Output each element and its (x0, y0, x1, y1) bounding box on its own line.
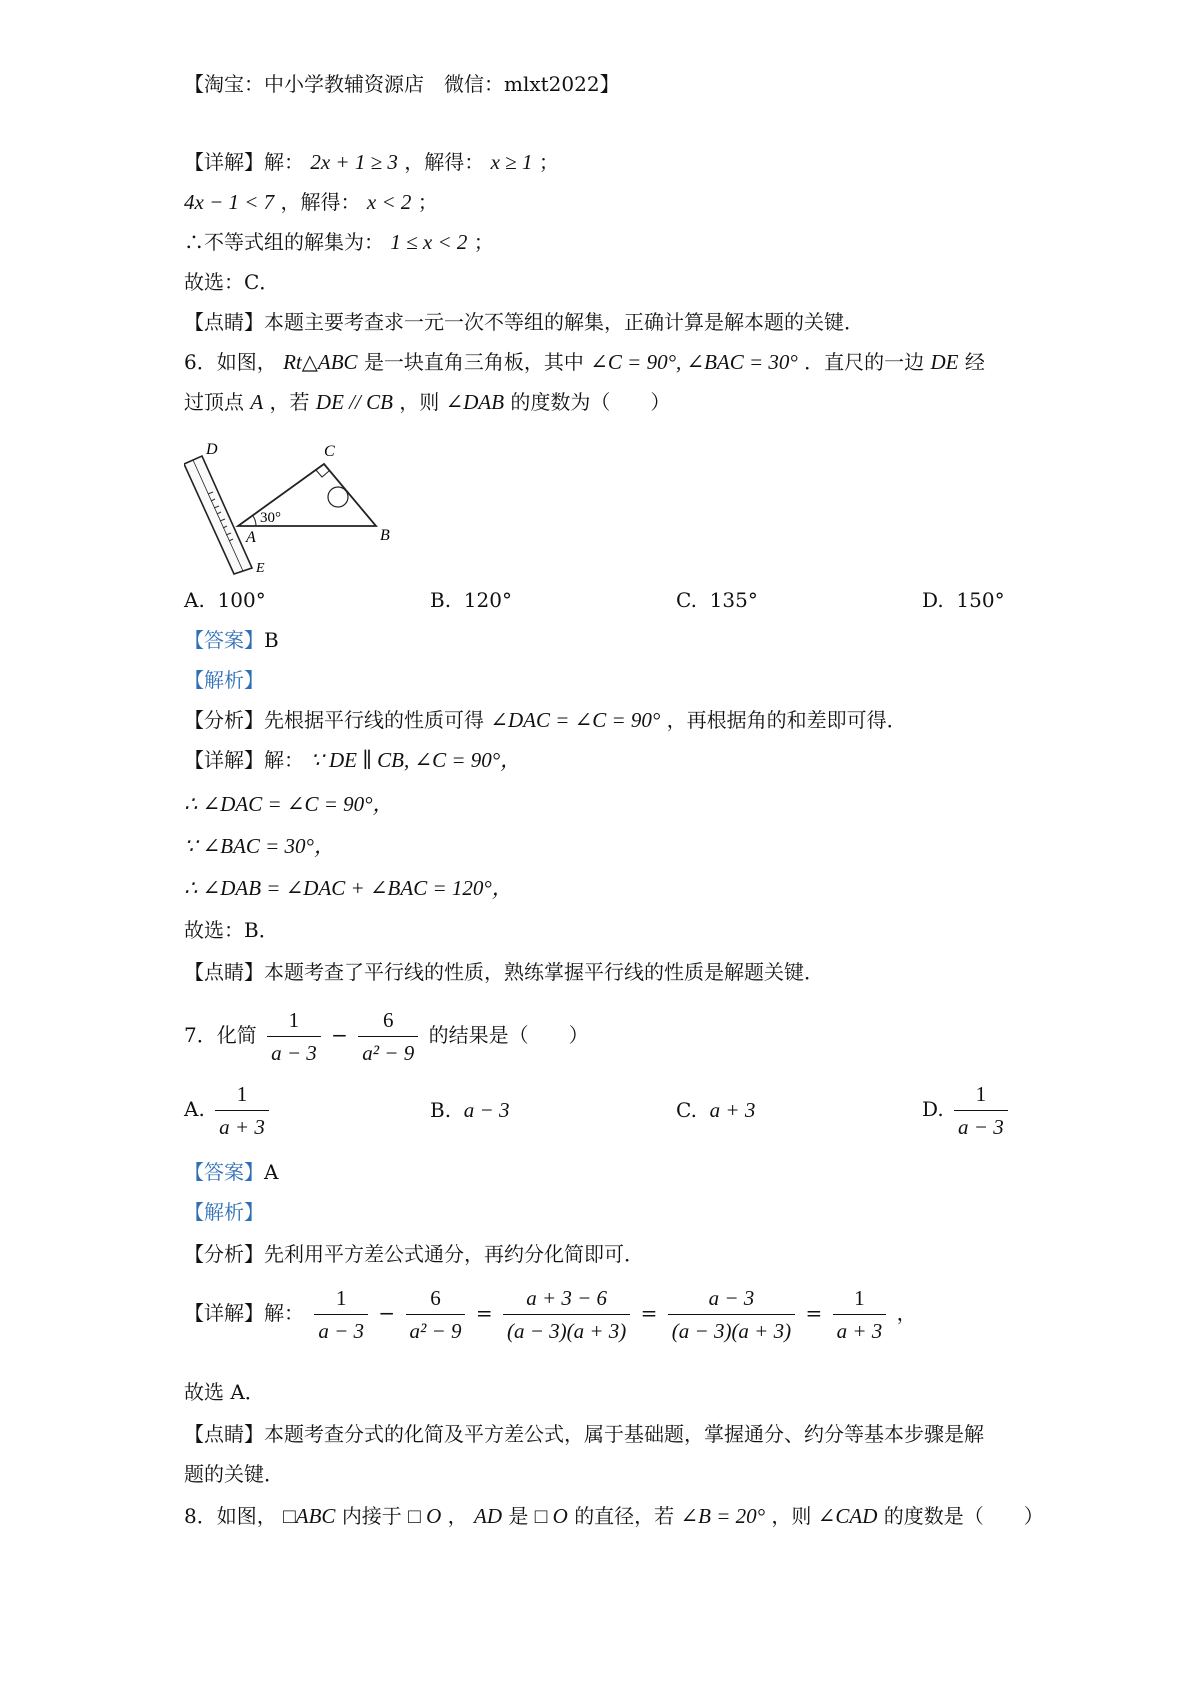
label-e: E (256, 561, 265, 575)
q6-detail-line-4: ∴ ∠DAB = ∠DAC + ∠BAC = 120°， (184, 876, 513, 900)
label-angle-30: 30° (260, 510, 281, 526)
q5-comment: 【点睛】本题主要考查求一元一次不等组的解集，正确计算是解本题的关键． (184, 310, 864, 334)
triangle (238, 464, 376, 526)
q7-option-b[interactable]: B. a − 3 (430, 1098, 510, 1122)
q7-answer: 【答案】A (184, 1160, 279, 1184)
q6-stem-line-1: 6．如图， Rt△ABC 是一块直角三角板，其中 ∠C = 90°, ∠BAC = 30° ．直尺的一边 DE 经 (184, 350, 985, 374)
q5-detail-line-1: 【详解】解： 2x + 1 ≥ 3 ，解得： x ≥ 1 ； (184, 150, 559, 174)
label-c: C (324, 443, 335, 460)
q6-option-a[interactable]: A. 100° (184, 588, 266, 612)
header-text: 【淘宝：中小学教辅资源店 微信：mlxt2022】 (184, 72, 620, 96)
q7-option-d[interactable]: D. $\frac{1}{a - 3}$ (922, 1080, 1012, 1141)
ruler (184, 456, 252, 574)
q7-option-a[interactable]: A. $\frac{1}{a + 3}$ (184, 1080, 273, 1141)
q7-fraction-1: $\frac{1}{a - 3}$ (267, 1006, 321, 1067)
q7-detail: 【详解】解： $\frac{1}{a - 3}$ − $\frac{6}{\text{a² − 9}}$ = $\frac{a + 3 - 6}{(a - 3)(a + 3)}$ = $\frac{a - 3}{(a - 3)(a + 3)}$ = $\frac{1}{a + 3}$ ， (184, 1286, 917, 1343)
q6-option-c[interactable]: C. 135° (676, 588, 758, 612)
q6-option-d[interactable]: D. 150° (922, 588, 1005, 612)
q6-stem-line-2: 过顶点 A ，若 DE // CB ，则 ∠DAB 的度数为（ ） (184, 390, 671, 414)
q6-comment: 【点睛】本题考查了平行线的性质，熟练掌握平行线的性质是解题关键． (184, 960, 824, 984)
q5-detail-line-2: 4x − 1 < 7 ，解得： x < 2 ； (184, 190, 438, 214)
label-a: A (246, 529, 256, 546)
q7-choose: 故选 A． (184, 1380, 265, 1404)
page-header (184, 70, 620, 98)
q7-analysis-label: 【解析】 (184, 1200, 264, 1224)
label-b: B (380, 527, 390, 544)
q6-answer: 【答案】B (184, 628, 279, 652)
q8-stem: 8．如图， □ABC 内接于 □ O ， AD 是 □ O 的直径，若 ∠B = 20° ，则 ∠CAD 的度数是（ ） (184, 1504, 1044, 1528)
q7-comment-2: 题的关键． (184, 1462, 284, 1486)
label-d: D (206, 441, 218, 458)
q7-stem: 7．化简 $\frac{1}{a - 3}$ − $\frac{6}{\text{a² − 9}}$ 的结果是（ ） (184, 1008, 589, 1065)
q6-option-b[interactable]: B. 120° (430, 588, 512, 612)
q7-analysis: 【分析】先利用平方差公式通分，再约分化简即可． (184, 1242, 644, 1266)
q6-detail-line-2: ∴ ∠DAC = ∠C = 90°， (184, 792, 394, 816)
q6-detail-line-3: ∵ ∠BAC = 30°， (184, 834, 335, 858)
q7-option-c[interactable]: C. a + 3 (676, 1098, 756, 1122)
q7-comment-1: 【点睛】本题考查分式的化简及平方差公式，属于基础题，掌握通分、约分等基本步骤是解 (184, 1422, 984, 1446)
q6-analysis-label: 【解析】 (184, 668, 264, 692)
q5-detail-line-3: ∴不等式组的解集为： 1 ≤ x < 2 ； (184, 230, 494, 254)
q6-analysis: 【分析】先根据平行线的性质可得 ∠DAC = ∠C = 90° ，再根据角的和差即可得． (184, 708, 907, 732)
q5-choose: 故选：C． (184, 270, 280, 294)
q7-fraction-2: $\frac{6}{\text{a² − 9}}$ (358, 1006, 418, 1067)
q6-detail-line-1: 【详解】解： ∵ DE ∥ CB, ∠C = 90°， (184, 748, 522, 772)
q6-choose: 故选：B． (184, 918, 279, 942)
q6-figure (184, 440, 404, 575)
